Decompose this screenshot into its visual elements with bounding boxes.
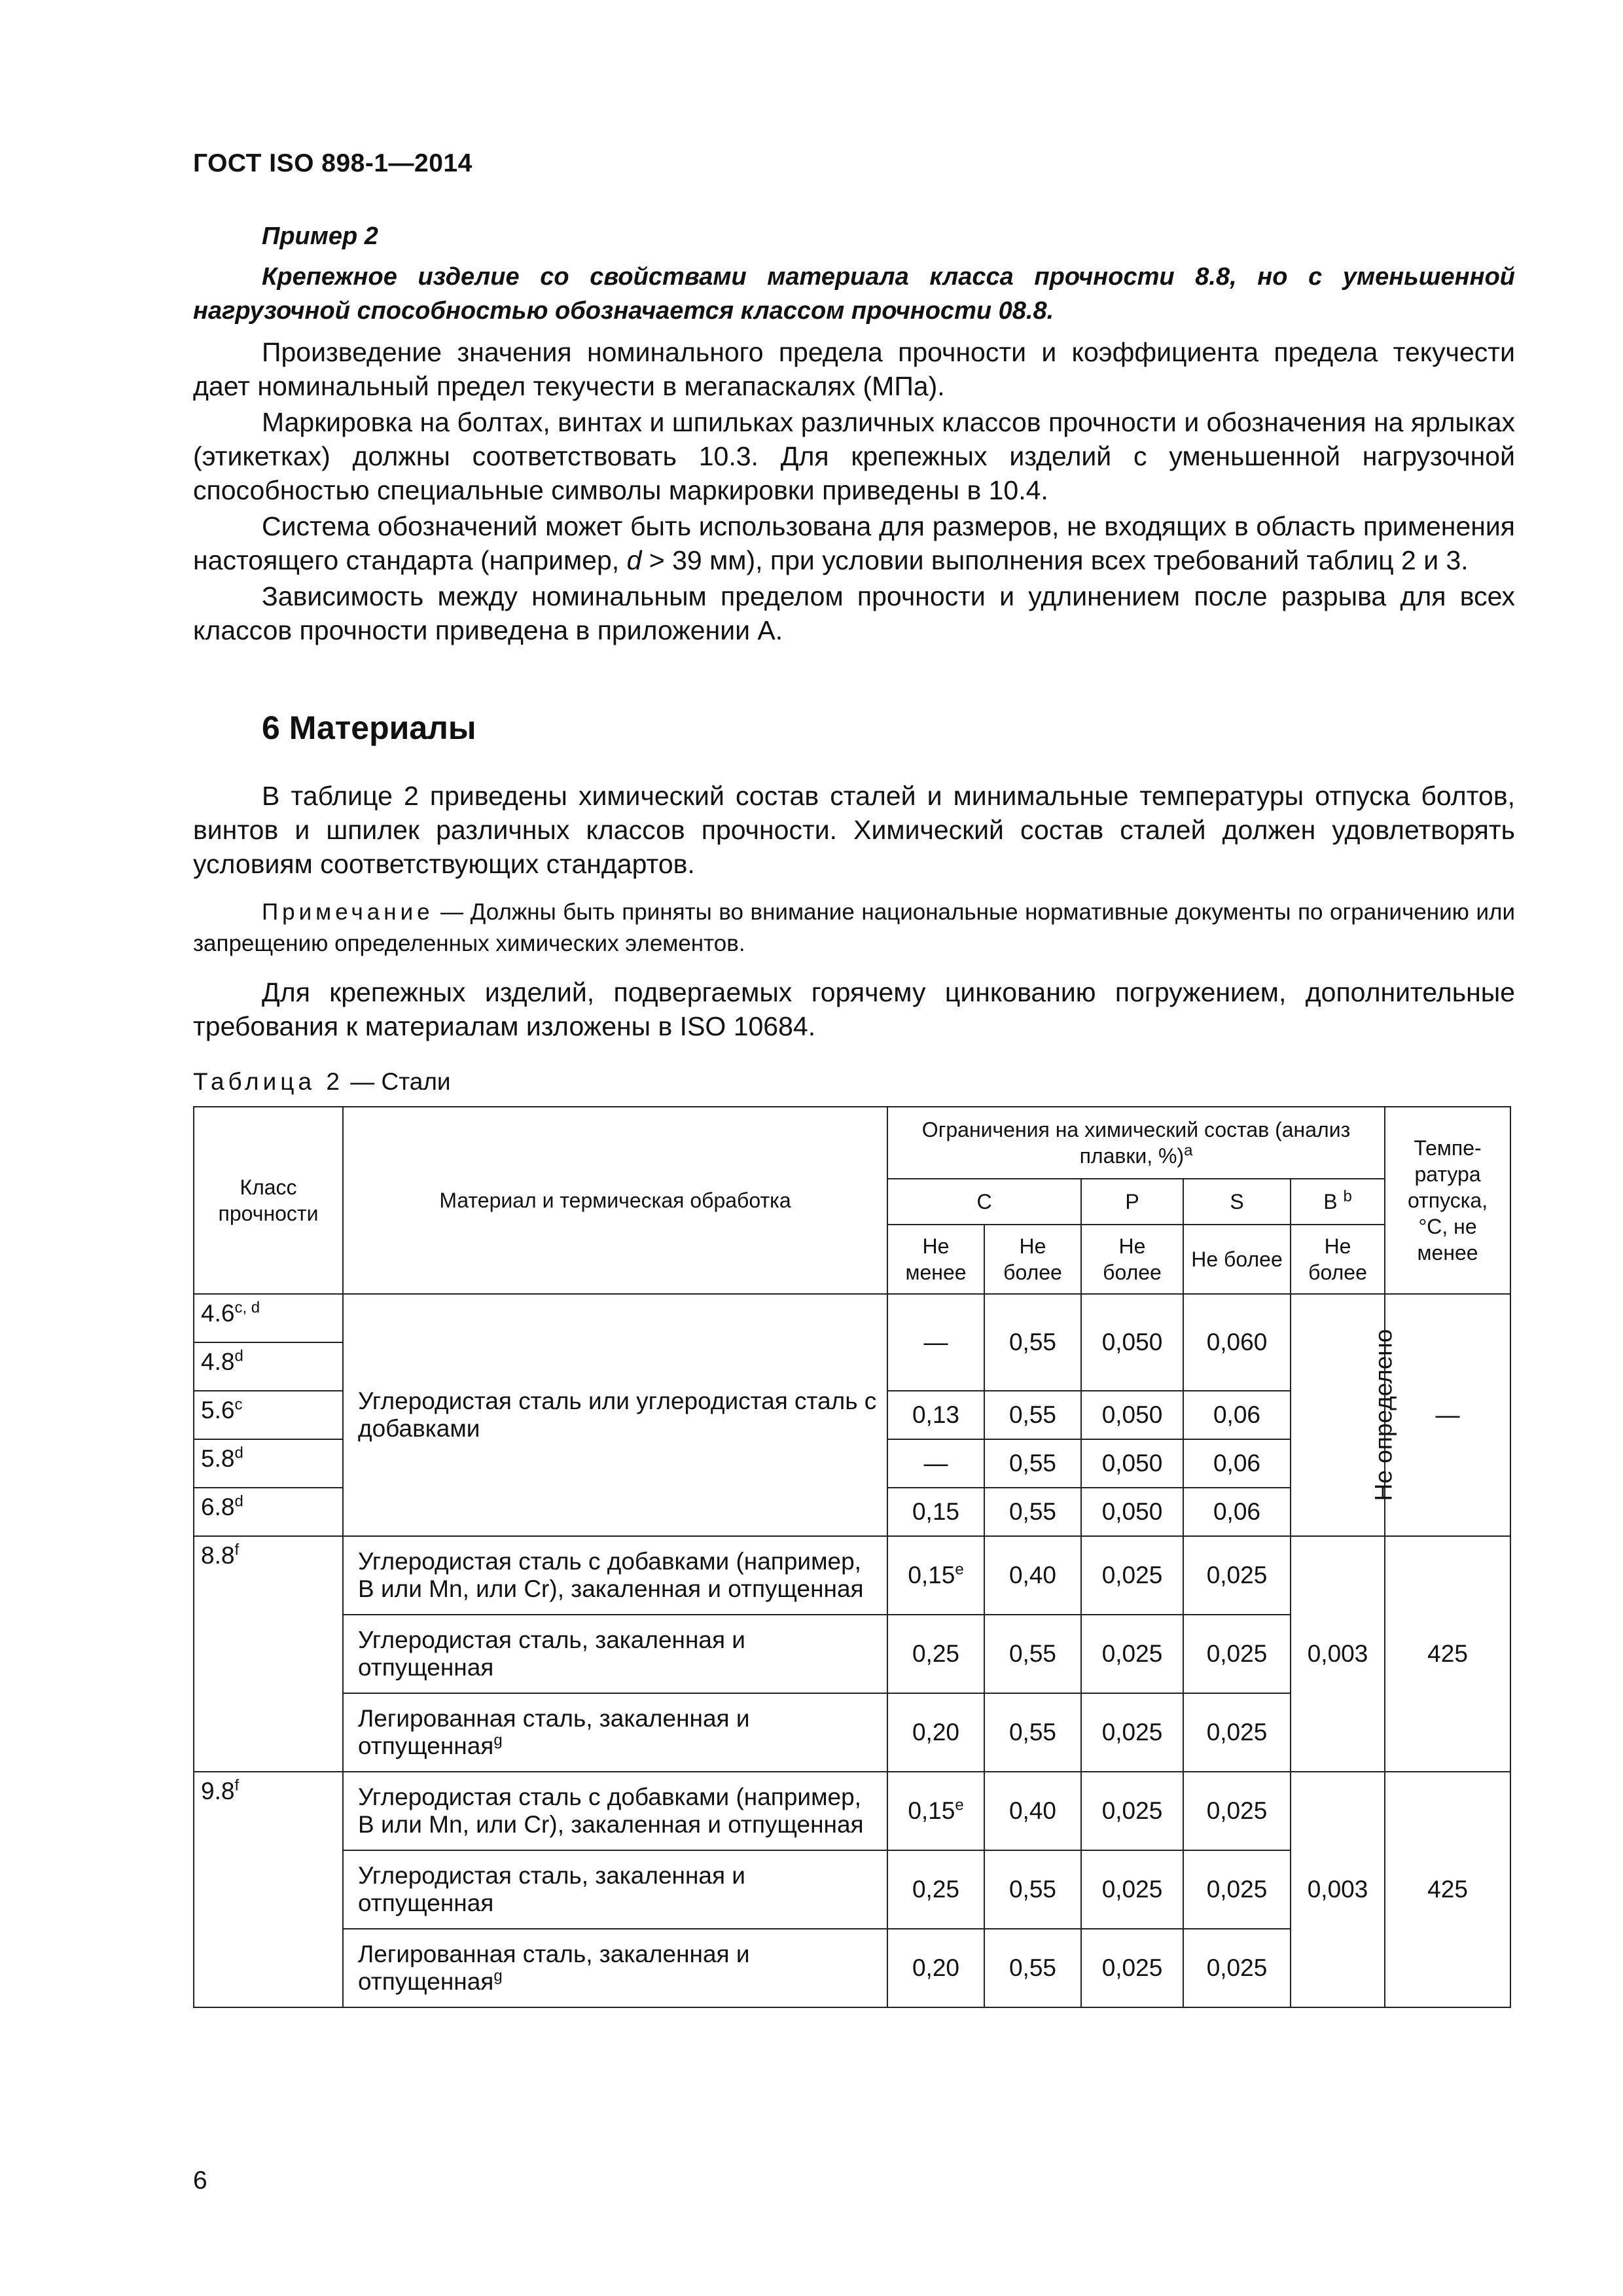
class-value: 4.6 bbox=[201, 1300, 235, 1327]
class-value: 5.6 bbox=[201, 1397, 235, 1424]
p-cell: 0,025 bbox=[1081, 1615, 1183, 1693]
material-text: Легированная сталь, закаленная и отпущенная bbox=[358, 1705, 750, 1759]
c-min-cell: — bbox=[887, 1294, 984, 1391]
header-c-max: Не более bbox=[984, 1225, 1081, 1294]
header-b bbox=[1291, 1179, 1385, 1225]
class-value: 6.8 bbox=[201, 1494, 235, 1520]
b-cell: 0,003 bbox=[1291, 1772, 1385, 2007]
class-value: 9.8 bbox=[201, 1778, 235, 1804]
header-c: C bbox=[887, 1179, 1081, 1225]
paragraph-text: > 39 мм), при условии выполнения всех требований таблиц 2 и 3. bbox=[641, 545, 1469, 575]
c-min-cell: 0,25 bbox=[887, 1615, 984, 1693]
c-min-cell: 0,13 bbox=[887, 1391, 984, 1439]
c-max-cell: 0,55 bbox=[984, 1929, 1081, 2007]
c-min-cell: 0,15 bbox=[887, 1488, 984, 1536]
header-c-min: Не менее bbox=[887, 1225, 984, 1294]
footnote-ref: b bbox=[1343, 1187, 1352, 1206]
document-header: ГОСТ ISO 898-1—2014 bbox=[193, 149, 473, 177]
class-cell bbox=[194, 1294, 343, 1342]
s-cell: 0,06 bbox=[1183, 1439, 1291, 1488]
p-cell: 0,050 bbox=[1081, 1488, 1183, 1536]
footnote-ref: f bbox=[234, 1541, 240, 1559]
paragraph: В таблице 2 приведены химический состав сталей и минимальные температуры отпуска болтов, винтов и шпилек различных классов прочности. Химический состав сталей должен удовлетворять условиям соответствующих стандартов. bbox=[193, 781, 1515, 879]
p-cell: 0,050 bbox=[1081, 1391, 1183, 1439]
p-cell: 0,025 bbox=[1081, 1772, 1183, 1850]
c-min-cell bbox=[887, 1536, 984, 1615]
c-max-cell: 0,55 bbox=[984, 1615, 1081, 1693]
header-temperature: Темпе-ратура отпуска, °С, не менее bbox=[1385, 1107, 1510, 1294]
class-value: 8.8 bbox=[201, 1542, 235, 1569]
c-min-cell: 0,20 bbox=[887, 1693, 984, 1772]
c-max-cell: 0,55 bbox=[984, 1850, 1081, 1929]
temp-cell: 425 bbox=[1385, 1536, 1510, 1772]
footnote-ref: a bbox=[1184, 1141, 1193, 1160]
class-cell bbox=[194, 1772, 343, 2007]
note-label: Примечание bbox=[262, 899, 434, 925]
example-block bbox=[193, 223, 1515, 328]
b-not-defined: Не определено bbox=[1370, 1329, 1397, 1501]
footnote-ref: g bbox=[493, 1967, 503, 1985]
page-number: 6 bbox=[193, 2166, 207, 2195]
c-max-cell: 0,55 bbox=[984, 1693, 1081, 1772]
header-p: P bbox=[1081, 1179, 1183, 1225]
header-b-text: B bbox=[1323, 1190, 1338, 1213]
class-value: 4.8 bbox=[201, 1348, 235, 1375]
class-cell bbox=[194, 1488, 343, 1536]
c-max-cell: 0,55 bbox=[984, 1439, 1081, 1488]
header-s: S bbox=[1183, 1179, 1291, 1225]
s-cell: 0,06 bbox=[1183, 1488, 1291, 1536]
paragraph bbox=[193, 509, 1515, 577]
header-limits-text: Ограничения на химический состав (анализ плавки, %) bbox=[921, 1118, 1351, 1168]
footnote-ref: e bbox=[955, 1796, 964, 1814]
section-body bbox=[193, 779, 1515, 1045]
class-value: 5.8 bbox=[201, 1445, 235, 1472]
c-min-value: 0,15 bbox=[908, 1562, 955, 1588]
steel-table bbox=[193, 1106, 1511, 2008]
material-cell bbox=[343, 1929, 887, 2007]
header-p-max: Не более bbox=[1081, 1225, 1183, 1294]
p-cell: 0,050 bbox=[1081, 1439, 1183, 1488]
material-text: Легированная сталь, закаленная и отпущенная bbox=[358, 1941, 750, 1995]
p-cell: 0,050 bbox=[1081, 1294, 1183, 1391]
c-max-cell: 0,55 bbox=[984, 1391, 1081, 1439]
p-cell: 0,025 bbox=[1081, 1693, 1183, 1772]
s-cell: 0,025 bbox=[1183, 1693, 1291, 1772]
paragraph: Для крепежных изделий, подвергаемых горячему цинкованию погружением, дополнительные требования к материалам изложены в ISO 10684. bbox=[193, 977, 1515, 1041]
material-cell bbox=[343, 1693, 887, 1772]
s-cell: 0,025 bbox=[1183, 1929, 1291, 2007]
c-max-cell: 0,40 bbox=[984, 1772, 1081, 1850]
footnote-ref: e bbox=[955, 1560, 964, 1579]
table-caption-text: — Стали bbox=[343, 1068, 451, 1095]
footnote-ref: d bbox=[234, 1347, 243, 1365]
s-cell: 0,025 bbox=[1183, 1772, 1291, 1850]
example-title: Пример 2 bbox=[262, 223, 378, 250]
header-s-max: Не более bbox=[1183, 1225, 1291, 1294]
s-cell: 0,06 bbox=[1183, 1391, 1291, 1439]
paragraph-text: Система обозначений может быть использована для размеров, не входящих в область применения настоящего стандарта (например, bbox=[193, 511, 1515, 575]
footnote-ref: d bbox=[234, 1444, 243, 1462]
footnote-ref: c, d bbox=[234, 1299, 260, 1317]
class-cell bbox=[194, 1342, 343, 1391]
s-cell: 0,025 bbox=[1183, 1536, 1291, 1615]
p-cell: 0,025 bbox=[1081, 1536, 1183, 1615]
section-heading: 6 Материалы bbox=[262, 709, 476, 746]
b-cell: 0,003 bbox=[1291, 1536, 1385, 1772]
header-limits bbox=[887, 1107, 1385, 1179]
temp-cell: 425 bbox=[1385, 1772, 1510, 2007]
footnote-ref: d bbox=[234, 1492, 243, 1511]
p-cell: 0,025 bbox=[1081, 1850, 1183, 1929]
c-min-cell: — bbox=[887, 1439, 984, 1488]
paragraph: Маркировка на болтах, винтах и шпильках различных классов прочности и обозначения на ярлыках (этикетках) должны соответствовать 10.3. Для крепежных изделий с уменьшенной нагрузочной способностью специальные символы маркировки приведены в 10.4. bbox=[193, 407, 1515, 505]
header-b-max: Не более bbox=[1291, 1225, 1385, 1294]
s-cell: 0,025 bbox=[1183, 1850, 1291, 1929]
table-caption bbox=[193, 1068, 451, 1096]
c-min-value: 0,15 bbox=[908, 1797, 955, 1824]
b-cell bbox=[1291, 1294, 1397, 1536]
header-material: Материал и термическая обработка bbox=[343, 1107, 887, 1294]
paragraph: Произведение значения номинального предела прочности и коэффициента предела текучести дает номинальный предел текучести в мегапаскалях (МПа). bbox=[193, 337, 1515, 401]
temp-cell: — bbox=[1385, 1294, 1510, 1536]
c-min-cell: 0,25 bbox=[887, 1850, 984, 1929]
paragraph: Зависимость между номинальным пределом прочности и удлинением после разрыва для всех классов прочности приведена в приложении А. bbox=[193, 581, 1515, 645]
c-max-cell: 0,55 bbox=[984, 1488, 1081, 1536]
header-class: Класс прочности bbox=[194, 1107, 343, 1294]
footnote-ref: f bbox=[234, 1776, 240, 1795]
note-text: — Должны быть приняты во внимание национальные нормативные документы по ограничению или запрещению определенных химических элементов. bbox=[193, 899, 1515, 956]
p-cell: 0,025 bbox=[1081, 1929, 1183, 2007]
class-cell bbox=[194, 1439, 343, 1488]
c-max-cell: 0,40 bbox=[984, 1536, 1081, 1615]
material-cell: Углеродистая сталь, закаленная и отпущенная bbox=[343, 1850, 887, 1929]
class-cell bbox=[194, 1391, 343, 1439]
table-caption-label: Таблица 2 bbox=[193, 1068, 344, 1095]
c-min-cell: 0,20 bbox=[887, 1929, 984, 2007]
footnote-ref: c bbox=[234, 1395, 243, 1414]
s-cell: 0,060 bbox=[1183, 1294, 1291, 1391]
intro-paragraphs bbox=[193, 335, 1515, 649]
material-cell: Углеродистая сталь, закаленная и отпущенная bbox=[343, 1615, 887, 1693]
s-cell: 0,025 bbox=[1183, 1615, 1291, 1693]
material-cell: Углеродистая сталь с добавками (например, B или Mn, или Cr), закаленная и отпущенная bbox=[343, 1536, 887, 1615]
c-max-cell: 0,55 bbox=[984, 1294, 1081, 1391]
material-cell: Углеродистая сталь с добавками (например, B или Mn, или Cr), закаленная и отпущенная bbox=[343, 1772, 887, 1850]
material-cell: Углеродистая сталь или углеродистая сталь с добавками bbox=[343, 1294, 887, 1536]
steel-table-wrap bbox=[193, 1106, 1510, 2008]
class-cell bbox=[194, 1536, 343, 1772]
example-text: Крепежное изделие со свойствами материала класса прочности 8.8, но с уменьшенной нагрузочной способностью обозначается классом прочности 08.8. bbox=[193, 263, 1515, 325]
footnote-ref: g bbox=[493, 1731, 503, 1749]
note bbox=[193, 897, 1515, 960]
c-min-cell bbox=[887, 1772, 984, 1850]
variable-d: d bbox=[626, 545, 642, 575]
